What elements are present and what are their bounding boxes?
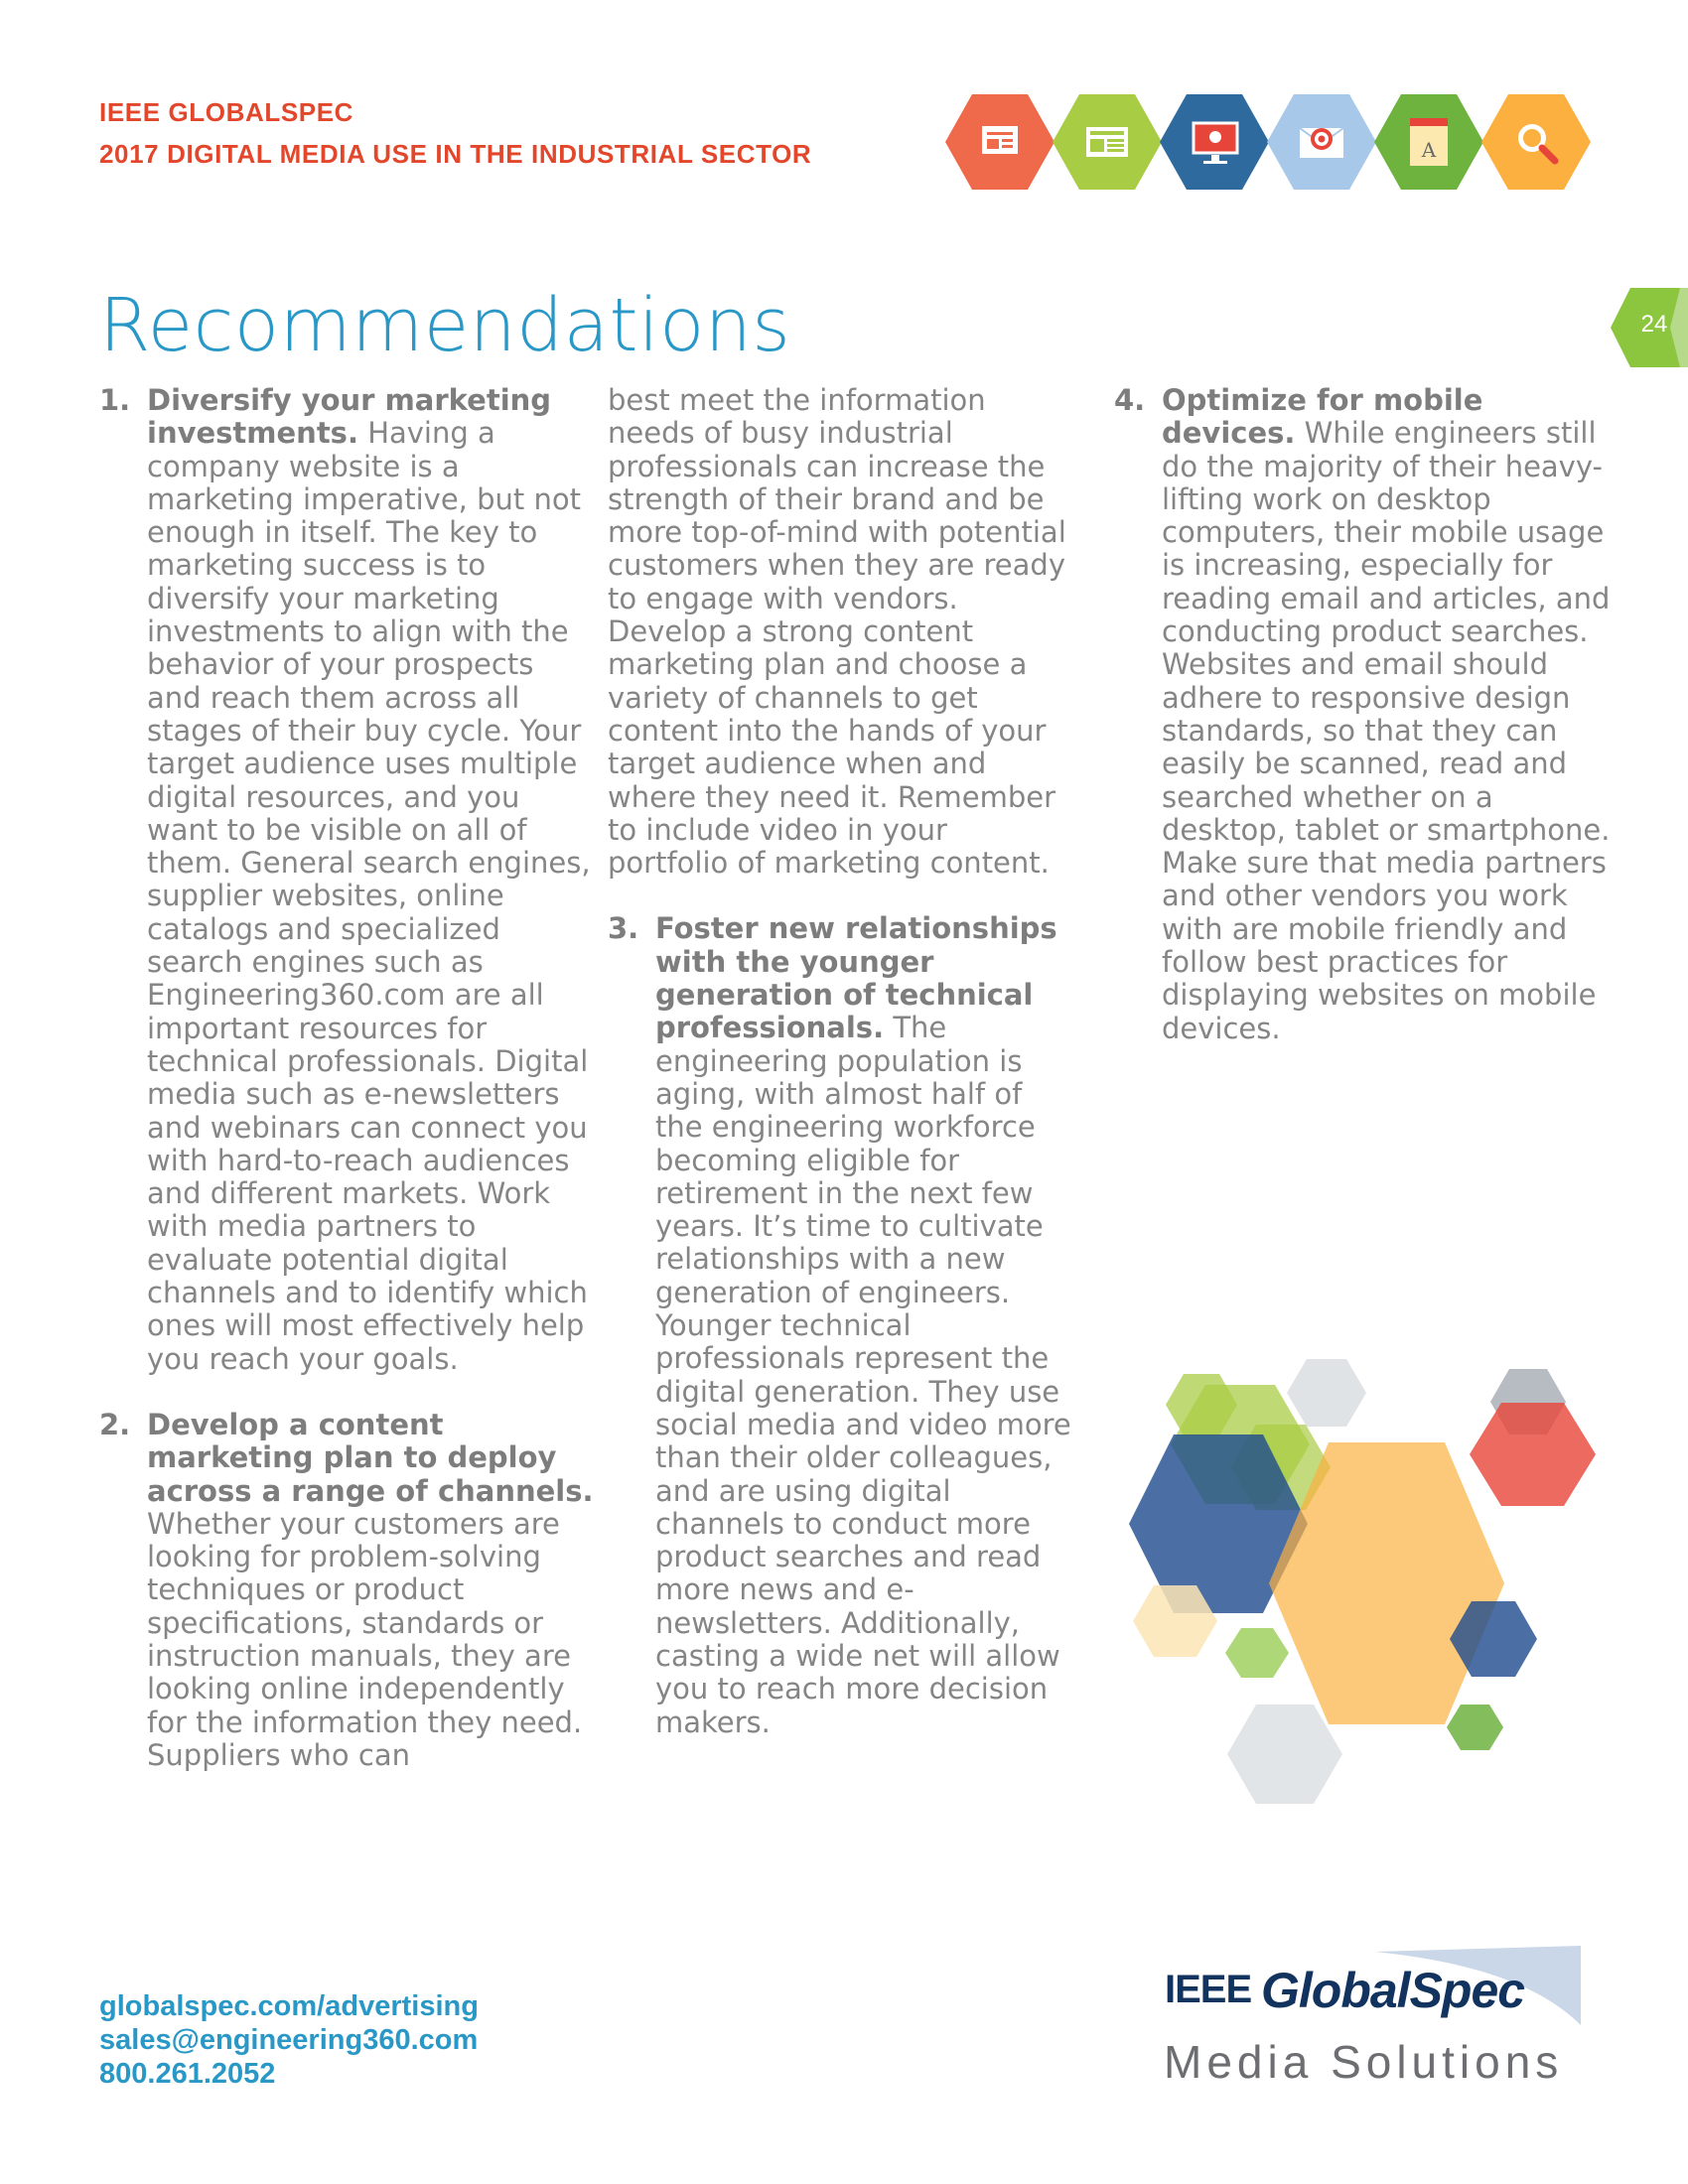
newsletter-icon: [945, 94, 1055, 190]
recommendation-2-continued: best meet the information needs of busy industrial professionals can increase the strength of their brand and be more top-of-mind with potential customers when they are ready to engage with vendors. Develop a strong content marketing plan and choose a variety of channels to get content into the hands of your target audience when and where they need it. Remember to include video in your portfolio of marketing content.: [608, 383, 1066, 881]
contact-website-link[interactable]: globalspec.com/advertising: [99, 1990, 479, 2022]
recommendation-number: 1.: [99, 383, 131, 417]
recommendation-heading: Foster new relationships with the younger generation of technical professionals.: [655, 911, 1057, 1045]
ieee-globalspec-logo: [1162, 1944, 1589, 2093]
recommendation-2: [99, 1409, 596, 1772]
recommendation-1: [99, 384, 596, 1376]
svg-text:A: A: [1421, 138, 1437, 162]
recommendation-number: 4.: [1114, 383, 1146, 417]
header-report-title: 2017 DIGITAL MEDIA USE IN THE INDUSTRIAL SECTOR: [99, 139, 812, 169]
recommendation-4: [1114, 384, 1611, 1045]
contact-block: [99, 1989, 479, 2091]
text-column-3: [1114, 384, 1611, 1045]
contact-email-link[interactable]: sales@engineering360.com: [99, 2024, 479, 2056]
recommendation-3: [608, 912, 1074, 1738]
recommendation-number: 3.: [608, 911, 639, 946]
page-number: 24: [1640, 311, 1668, 338]
brand-globalspec-text: GlobalSpec: [1261, 1963, 1525, 2018]
recommendation-heading: Optimize for mobile devices.: [1162, 383, 1483, 451]
recommendation-heading: Diversify your marketing investments.: [147, 383, 552, 451]
article-book-icon: [1374, 94, 1483, 190]
brand-ieee-text: IEEE: [1165, 1968, 1252, 2011]
recommendation-body: The engineering population is aging, with almost half of the engineering workforce becoming eligible for retirement in the next few years. It’s time to cultivate relationships with a new generation of engineers. Younger technical professionals represent the digital generation. They use social media and video more than their older colleagues, and are using digital channels to conduct more product searches and read more news and e-newsletters. Additionally, casting a wide net will allow you to reach more decision makers.: [655, 1011, 1071, 1739]
search-magnifier-icon: [1481, 94, 1591, 190]
recommendation-heading: Develop a content marketing plan to deploy across a range of channels.: [147, 1407, 594, 1508]
recommendation-body: Having a company website is a marketing imperative, but not enough in itself. The key to marketing success is to diversify your marketing investments to align with the behavior of your prospects and reach them across all stages of their buy cycle. Your target audience uses multiple digital resources, and you want to be visible on all of them. General search engines, supplier websites, online catalogs and specialized search engines such as Engineering360.com are all important resources for technical professionals. Digital media such as e-newsletters and webinars can connect you with hard-to-reach audiences and different markets. Work with media partners to evaluate potential digital channels and to identify which ones will most effectively help you reach your goals.: [147, 416, 591, 1376]
recommendation-body: Whether your customers are looking for problem-solving techniques or product specifications, standards or instruction manuals, they are looking online independently for the information they need. Suppliers who can: [147, 1506, 583, 1772]
hexagon-collage-graphic: [1112, 1345, 1599, 1812]
text-column-1: [99, 384, 596, 1772]
page-title: Recommendations: [99, 283, 791, 368]
brand-tagline: Media Solutions: [1164, 2036, 1564, 2088]
recommendation-body: While engineers still do the majority of their heavy-lifting work on desktop computers, their mobile usage is increasing, especially for reading email and articles, and conducting product searches. Websites and email should adhere to responsive design standards, so that they can easily be scanned, read and searched whether on a desktop, tablet or smartphone. Make sure that media partners and other vendors you work with are mobile friendly and follow best practices for displaying websites on mobile devices.: [1162, 416, 1611, 1045]
email-target-icon: [1267, 94, 1376, 190]
recommendation-number: 2.: [99, 1407, 131, 1441]
media-icon-row: [945, 94, 1591, 190]
news-layout-icon: [1053, 94, 1162, 190]
webinar-monitor-icon: [1160, 94, 1269, 190]
contact-phone: 800.261.2052: [99, 2058, 276, 2090]
header-org: IEEE GLOBALSPEC: [99, 97, 354, 127]
text-column-2: [608, 384, 1074, 1739]
document-header: [99, 91, 811, 175]
